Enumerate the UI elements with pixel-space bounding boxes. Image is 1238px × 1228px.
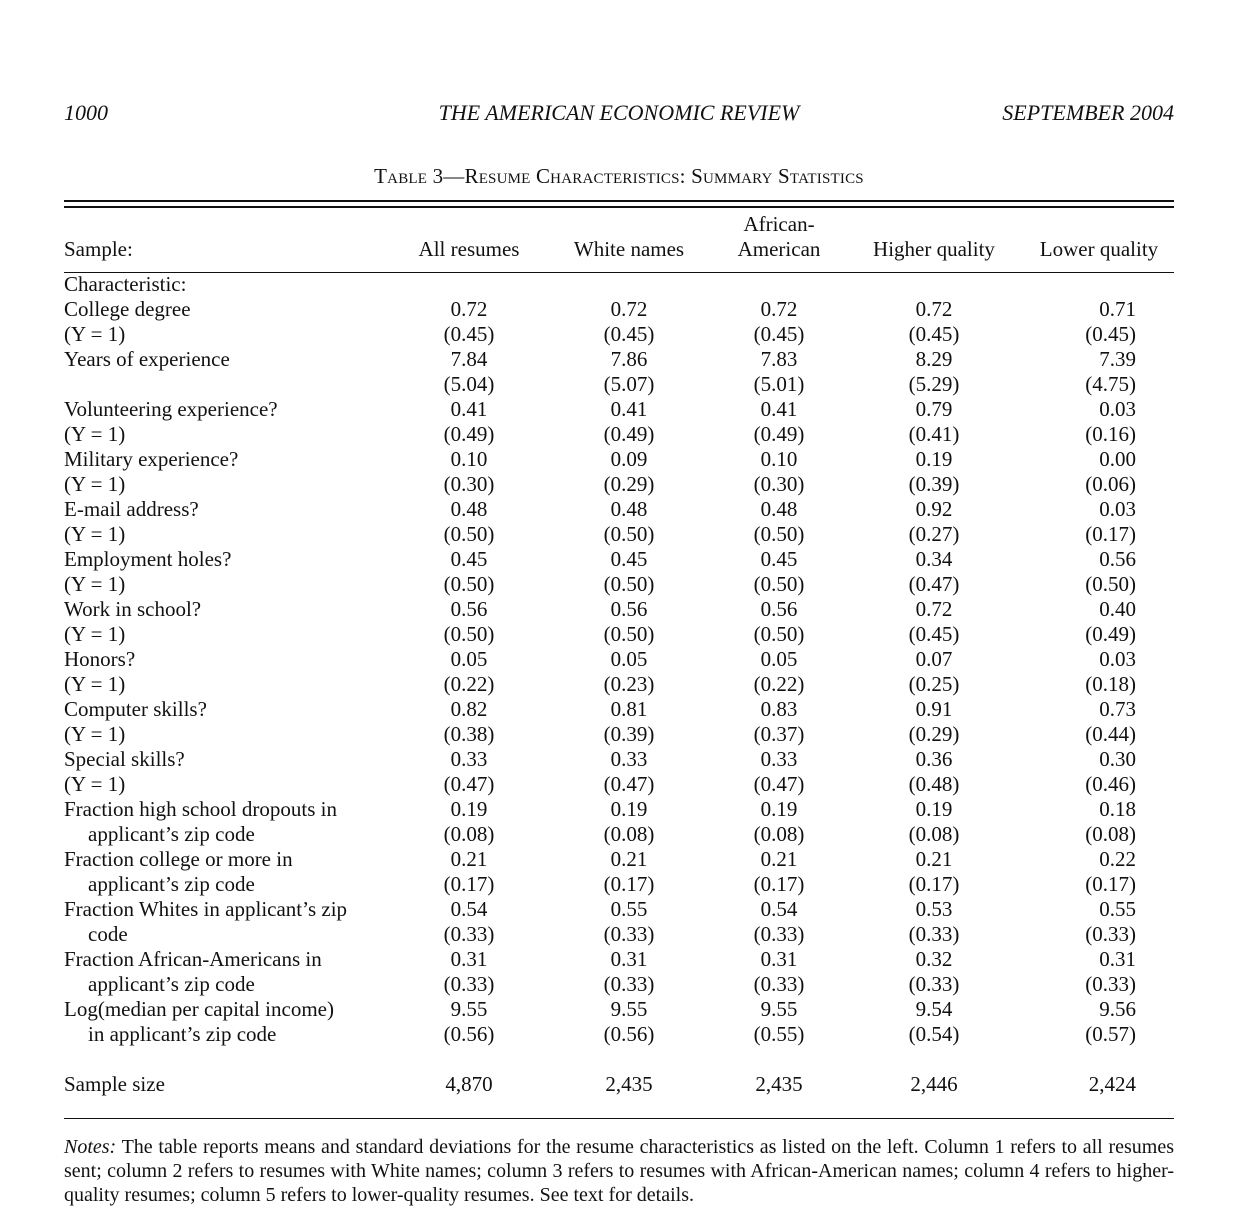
- cell-col-1: 0.56: [450, 597, 488, 621]
- row-label: Fraction high school dropouts in: [64, 797, 337, 821]
- row-label: (Y = 1): [64, 672, 126, 696]
- table-row: [64, 622, 1174, 647]
- table-row: [64, 972, 1174, 997]
- cell-col-2: 7.86: [610, 347, 648, 371]
- row-label: Military experience?: [64, 447, 239, 471]
- cell-col-2: 0.81: [610, 697, 648, 721]
- cell-col-3: (0.22): [753, 672, 805, 696]
- cell-col-4: 0.92: [915, 497, 953, 521]
- cell-col-5: (0.45): [1085, 322, 1136, 346]
- table-row: [64, 722, 1174, 747]
- cell-col-3: 0.33: [760, 747, 798, 771]
- cell-col-3: 0.48: [760, 497, 798, 521]
- cell-col-1: 0.05: [450, 647, 488, 671]
- cell-col-3: 9.55: [760, 997, 798, 1021]
- cell-col-3: 0.56: [760, 597, 798, 621]
- table-row: [64, 847, 1174, 872]
- table-notes: [64, 1135, 1174, 1207]
- row-label: E-mail address?: [64, 497, 199, 521]
- cell-col-3: (0.33): [753, 922, 805, 946]
- notes-prefix: Notes:: [64, 1136, 117, 1158]
- cell-col-5: (0.06): [1085, 472, 1136, 496]
- cell-col-4: 0.21: [915, 847, 953, 871]
- cell-col-2: 0.56: [610, 597, 648, 621]
- cell-col-5: 9.56: [1099, 997, 1136, 1021]
- cell-col-4: (0.25): [908, 672, 960, 696]
- section-row: [64, 272, 1174, 297]
- cell-col-5: 0.30: [1099, 747, 1136, 771]
- cell-col-2: 0.09: [610, 447, 648, 471]
- cell-col-3: 0.21: [760, 847, 798, 871]
- header-row-top: [64, 212, 1174, 237]
- cell-col-4: (0.29): [908, 722, 960, 746]
- cell-col-2: 0.55: [610, 897, 648, 921]
- sample-size-col-1: 4,870: [445, 1072, 493, 1096]
- table-row: [64, 997, 1174, 1022]
- cell-col-3: 7.83: [760, 347, 798, 371]
- cell-col-5: 0.03: [1099, 397, 1136, 421]
- col-header-4-line1: [844, 212, 1024, 237]
- journal-title: THE AMERICAN ECONOMIC REVIEW: [438, 100, 800, 125]
- cell-col-4: 8.29: [915, 347, 953, 371]
- row-label: applicant’s zip code: [88, 822, 255, 846]
- sample-size-col-3: 2,435: [755, 1072, 803, 1096]
- cell-col-2: 0.31: [610, 947, 648, 971]
- cell-col-4: (5.29): [908, 372, 960, 396]
- cell-col-1: 0.48: [450, 497, 488, 521]
- cell-col-3: (0.49): [753, 422, 805, 446]
- table-row: [64, 747, 1174, 772]
- cell-col-1: (0.38): [443, 722, 495, 746]
- cell-col-4: (0.41): [908, 422, 960, 446]
- cell-col-5: 7.39: [1099, 347, 1136, 371]
- row-label: [64, 372, 394, 397]
- table-row: [64, 572, 1174, 597]
- cell-col-2: 0.48: [610, 497, 648, 521]
- cell-col-5: (0.18): [1085, 672, 1136, 696]
- cell-col-4: 0.72: [915, 597, 953, 621]
- cell-col-4: 0.34: [915, 547, 953, 571]
- cell-col-1: 0.54: [450, 897, 488, 921]
- cell-col-1: (0.30): [443, 472, 495, 496]
- row-label: Fraction Whites in applicant’s zip: [64, 897, 348, 921]
- row-label: applicant’s zip code: [88, 872, 255, 896]
- cell-col-5: (0.50): [1085, 572, 1136, 596]
- cell-col-3: (0.33): [753, 972, 805, 996]
- row-label: applicant’s zip code: [88, 972, 255, 996]
- table-row: [64, 897, 1174, 922]
- cell-col-3: 0.10: [760, 447, 798, 471]
- table-row: [64, 1022, 1174, 1047]
- cell-col-2: (5.07): [603, 372, 655, 396]
- cell-col-1: (0.17): [443, 872, 495, 896]
- row-label: Honors?: [64, 647, 136, 671]
- row-label: Computer skills?: [64, 697, 207, 721]
- row-label: (Y = 1): [64, 722, 126, 746]
- cell-col-1: 0.31: [450, 947, 488, 971]
- cell-col-5: 0.22: [1099, 847, 1136, 871]
- cell-col-4: 0.19: [915, 447, 953, 471]
- cell-col-5: (4.75): [1085, 372, 1136, 396]
- cell-col-2: (0.45): [603, 322, 655, 346]
- row-label: Volunteering experience?: [64, 397, 278, 421]
- cell-col-5: (0.49): [1085, 622, 1136, 646]
- cell-col-1: 0.33: [450, 747, 488, 771]
- cell-col-1: (0.33): [443, 922, 495, 946]
- cell-col-5: (0.17): [1085, 872, 1136, 896]
- row-label: Log(median per capital income): [64, 997, 334, 1021]
- sample-size-row: [64, 1072, 1174, 1097]
- col-header-lower-quality: Lower quality: [1039, 237, 1159, 261]
- cell-col-3: (5.01): [753, 372, 805, 396]
- cell-col-1: 0.10: [450, 447, 488, 471]
- cell-col-4: 0.79: [915, 397, 953, 421]
- issue-date: SEPTEMBER 2004: [1002, 100, 1174, 125]
- col-header-african-american: American: [737, 237, 821, 261]
- cell-col-3: (0.17): [753, 872, 805, 896]
- bottom-rule: [64, 1118, 1174, 1119]
- cell-col-2: (0.23): [603, 672, 655, 696]
- cell-col-1: (0.08): [443, 822, 495, 846]
- table-row: [64, 372, 1174, 397]
- header-row: [64, 237, 1174, 262]
- col-header-2-line1: [544, 212, 714, 237]
- cell-col-5: (0.16): [1085, 422, 1136, 446]
- cell-col-4: 0.91: [915, 697, 953, 721]
- col-header-3-line1: African-: [743, 212, 815, 236]
- row-label: in applicant’s zip code: [88, 1022, 277, 1046]
- col-header-all-resumes: All resumes: [418, 237, 520, 261]
- cell-col-1: 0.21: [450, 847, 488, 871]
- cell-col-2: (0.17): [603, 872, 655, 896]
- cell-col-4: 0.07: [915, 647, 953, 671]
- col-header-5-line1: [1024, 212, 1174, 237]
- cell-col-4: (0.45): [908, 622, 960, 646]
- top-rule-1: [64, 200, 1174, 202]
- cell-col-2: (0.33): [603, 922, 655, 946]
- table-row: [64, 597, 1174, 622]
- cell-col-5: (0.08): [1085, 822, 1136, 846]
- cell-col-3: 0.72: [760, 297, 798, 321]
- cell-col-5: 0.71: [1099, 297, 1136, 321]
- cell-col-5: (0.57): [1085, 1022, 1136, 1046]
- table-row: [64, 797, 1174, 822]
- table-row: [64, 922, 1174, 947]
- table-row: [64, 872, 1174, 897]
- cell-col-2: 0.05: [610, 647, 648, 671]
- cell-col-4: (0.33): [908, 922, 960, 946]
- table-row: [64, 672, 1174, 697]
- table-row: [64, 947, 1174, 972]
- cell-col-1: 0.45: [450, 547, 488, 571]
- table-row: [64, 322, 1174, 347]
- cell-col-3: (0.30): [753, 472, 805, 496]
- cell-col-2: 0.19: [610, 797, 648, 821]
- page-number: 1000: [64, 100, 108, 125]
- cell-col-2: 0.21: [610, 847, 648, 871]
- row-label: Years of experience: [64, 347, 230, 371]
- sample-size-col-4: 2,446: [910, 1072, 958, 1096]
- running-head: [64, 100, 1174, 128]
- cell-col-4: (0.45): [908, 322, 960, 346]
- cell-col-1: (0.50): [443, 622, 495, 646]
- cell-col-3: 0.41: [760, 397, 798, 421]
- cell-col-1: 0.41: [450, 397, 488, 421]
- table-row: [64, 547, 1174, 572]
- cell-col-3: (0.50): [753, 522, 805, 546]
- cell-col-5: (0.46): [1085, 772, 1136, 796]
- cell-col-3: 0.54: [760, 897, 798, 921]
- row-label: Employment holes?: [64, 547, 232, 571]
- cell-col-4: 0.72: [915, 297, 953, 321]
- cell-col-2: (0.47): [603, 772, 655, 796]
- cell-col-5: (0.33): [1085, 972, 1136, 996]
- cell-col-5: 0.03: [1099, 647, 1136, 671]
- cell-col-5: 0.03: [1099, 497, 1136, 521]
- cell-col-1: (0.33): [443, 972, 495, 996]
- cell-col-1: (0.22): [443, 672, 495, 696]
- row-label: (Y = 1): [64, 472, 126, 496]
- cell-col-5: 0.40: [1099, 597, 1136, 621]
- cell-col-2: (0.33): [603, 972, 655, 996]
- cell-col-3: (0.37): [753, 722, 805, 746]
- cell-col-4: (0.17): [908, 872, 960, 896]
- cell-col-5: 0.31: [1099, 947, 1136, 971]
- cell-col-1: (0.50): [443, 522, 495, 546]
- table-row: [64, 447, 1174, 472]
- row-label: (Y = 1): [64, 572, 126, 596]
- cell-col-2: 0.33: [610, 747, 648, 771]
- cell-col-3: 0.45: [760, 547, 798, 571]
- cell-col-4: (0.39): [908, 472, 960, 496]
- cell-col-4: (0.33): [908, 972, 960, 996]
- row-label: (Y = 1): [64, 322, 126, 346]
- cell-col-4: 9.54: [915, 997, 953, 1021]
- row-label: code: [88, 922, 128, 946]
- cell-col-1: 9.55: [450, 997, 488, 1021]
- cell-col-2: 0.41: [610, 397, 648, 421]
- cell-col-3: (0.50): [753, 572, 805, 596]
- cell-col-2: (0.50): [603, 622, 655, 646]
- cell-col-3: (0.45): [753, 322, 805, 346]
- cell-col-5: 0.56: [1099, 547, 1136, 571]
- col-header-white-names: White names: [573, 237, 685, 261]
- table-row: [64, 347, 1174, 372]
- summary-statistics-table: [64, 212, 1174, 1097]
- cell-col-2: (0.29): [603, 472, 655, 496]
- cell-col-4: 0.53: [915, 897, 953, 921]
- cell-col-4: (0.48): [908, 772, 960, 796]
- sample-size-col-2: 2,435: [605, 1072, 653, 1096]
- cell-col-1: (0.47): [443, 772, 495, 796]
- table-row: [64, 822, 1174, 847]
- cell-col-3: (0.47): [753, 772, 805, 796]
- cell-col-4: (0.08): [908, 822, 960, 846]
- col-header-higher-quality: Higher quality: [873, 237, 995, 261]
- sample-label: Sample:: [64, 237, 133, 261]
- cell-col-2: (0.39): [603, 722, 655, 746]
- cell-col-2: 9.55: [610, 997, 648, 1021]
- cell-col-2: 0.72: [610, 297, 648, 321]
- table-row: [64, 647, 1174, 672]
- section-label: Characteristic:: [64, 272, 187, 296]
- cell-col-3: (0.55): [753, 1022, 805, 1046]
- cell-col-3: (0.50): [753, 622, 805, 646]
- table-row: [64, 697, 1174, 722]
- cell-col-3: 0.83: [760, 697, 798, 721]
- cell-col-1: 0.19: [450, 797, 488, 821]
- sample-size-col-5: 2,424: [1088, 1072, 1136, 1096]
- table-row: [64, 397, 1174, 422]
- cell-col-2: 0.45: [610, 547, 648, 571]
- row-label: Work in school?: [64, 597, 202, 621]
- table-row: [64, 472, 1174, 497]
- cell-col-2: (0.50): [603, 522, 655, 546]
- row-label: College degree: [64, 297, 191, 321]
- cell-col-4: (0.27): [908, 522, 960, 546]
- cell-col-5: (0.44): [1085, 722, 1136, 746]
- cell-col-1: (0.45): [443, 322, 495, 346]
- top-rule-2: [64, 206, 1174, 208]
- table-row: [64, 297, 1174, 322]
- cell-col-5: (0.33): [1085, 922, 1136, 946]
- notes-text: The table reports means and standard deviations for the resume characteristics as listed on the left. Column 1 refers to all resumes sent; column 2 refers to resumes with White names; column 3 refers to resumes with African-American names; column 4 refers to higher-quality resumes; column 5 refers to lower-quality resumes. See text for details.: [64, 1136, 1174, 1206]
- row-label: Fraction college or more in: [64, 847, 293, 871]
- cell-col-3: 0.05: [760, 647, 798, 671]
- cell-col-5: 0.18: [1099, 797, 1136, 821]
- table-row: [64, 422, 1174, 447]
- cell-col-5: (0.17): [1085, 522, 1136, 546]
- cell-col-1: 0.82: [450, 697, 488, 721]
- row-label: (Y = 1): [64, 522, 126, 546]
- cell-col-1: (0.56): [443, 1022, 495, 1046]
- cell-col-2: (0.49): [603, 422, 655, 446]
- cell-col-3: (0.08): [753, 822, 805, 846]
- cell-col-4: (0.54): [908, 1022, 960, 1046]
- row-label: Fraction African-Americans in: [64, 947, 322, 971]
- cell-col-4: (0.47): [908, 572, 960, 596]
- cell-col-2: (0.56): [603, 1022, 655, 1046]
- table-row: [64, 772, 1174, 797]
- cell-col-5: 0.73: [1099, 697, 1136, 721]
- cell-col-4: 0.32: [915, 947, 953, 971]
- row-label: (Y = 1): [64, 772, 126, 796]
- table-title: Table 3—Resume Characteristics: Summary Statistics: [374, 164, 864, 188]
- cell-col-1: (0.49): [443, 422, 495, 446]
- cell-col-3: 0.19: [760, 797, 798, 821]
- row-label: (Y = 1): [64, 422, 126, 446]
- row-label: Special skills?: [64, 747, 185, 771]
- cell-col-1: 7.84: [450, 347, 488, 371]
- cell-col-4: 0.19: [915, 797, 953, 821]
- table-row: [64, 522, 1174, 547]
- cell-col-2: (0.50): [603, 572, 655, 596]
- row-label: (Y = 1): [64, 622, 126, 646]
- cell-col-1: (5.04): [443, 372, 495, 396]
- cell-col-4: 0.36: [915, 747, 953, 771]
- cell-col-5: 0.00: [1099, 447, 1136, 471]
- sample-size-label: Sample size: [64, 1072, 165, 1096]
- cell-col-1: 0.72: [450, 297, 488, 321]
- cell-col-1: (0.50): [443, 572, 495, 596]
- col-header-1-line1: [394, 212, 544, 237]
- cell-col-2: (0.08): [603, 822, 655, 846]
- cell-col-3: 0.31: [760, 947, 798, 971]
- cell-col-5: 0.55: [1099, 897, 1136, 921]
- table-row: [64, 497, 1174, 522]
